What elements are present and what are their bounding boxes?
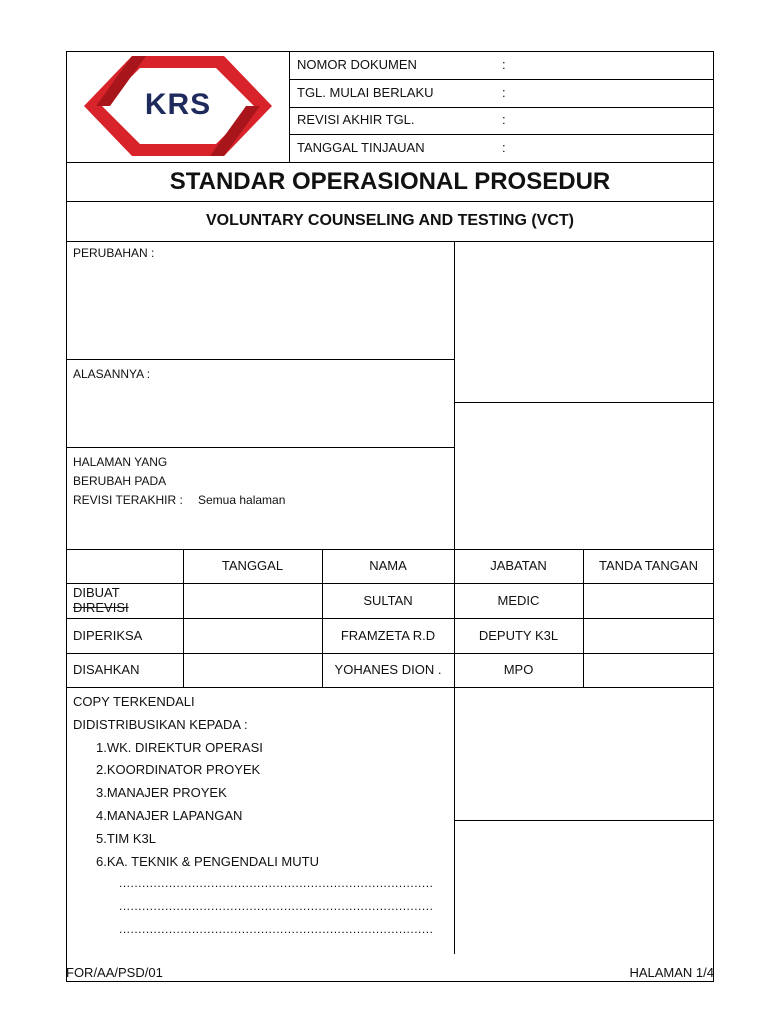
- cell-nama: YOHANES DION .: [334, 662, 442, 677]
- halaman-label-line1: HALAMAN YANG: [73, 455, 168, 469]
- distribution-item: 3.MANAJER PROYEK: [96, 785, 227, 800]
- distribusi-heading: DIDISTRIBUSIKAN KEPADA :: [73, 717, 248, 732]
- halaman-label-line2: BERUBAH PADA: [73, 474, 167, 488]
- alasannya-bottom-rule: [66, 447, 454, 448]
- meta-colon: :: [502, 112, 506, 127]
- company-logo: [84, 54, 272, 158]
- header-tanda-tangan: TANDA TANGAN: [599, 558, 698, 573]
- cell-nama: SULTAN: [363, 593, 413, 608]
- header-bottom-rule: [66, 162, 714, 163]
- revisi-terakhir-label: REVISI TERAKHIR :: [73, 493, 183, 507]
- title-bottom-rule: [66, 201, 714, 202]
- distribution-item: 1.WK. DIREKTUR OPERASI: [96, 740, 263, 755]
- changes-divider: [454, 241, 455, 549]
- meta-rule-2: [289, 107, 714, 108]
- distribution-item: 4.MANAJER LAPANGAN: [96, 808, 243, 823]
- changes-bottom-rule: [66, 549, 714, 550]
- blank-distribution-line[interactable]: ..................................................................................: [119, 876, 434, 890]
- meta-label-tanggal-tinjauan: TANGGAL TINJAUAN: [297, 140, 425, 155]
- document-subtitle: VOLUNTARY COUNSELING AND TESTING (VCT): [206, 212, 574, 229]
- cell-nama: FRAMZETA R.D: [340, 628, 436, 643]
- meta-label-tgl-mulai: TGL. MULAI BERLAKU: [297, 85, 434, 100]
- perubahan-bottom-rule: [66, 359, 454, 360]
- perubahan-label: PERUBAHAN :: [73, 246, 155, 260]
- meta-colon: :: [502, 85, 506, 100]
- blank-distribution-line[interactable]: ..................................................................................: [119, 899, 434, 913]
- header-tanggal: TANGGAL: [221, 558, 284, 573]
- row-label-diperiksa: DIPERIKSA: [73, 628, 143, 643]
- copy-terkendali-heading: COPY TERKENDALI: [73, 694, 195, 709]
- meta-label-revisi-akhir: REVISI AKHIR TGL.: [297, 112, 415, 127]
- meta-colon: :: [502, 57, 506, 72]
- table-rule-3: [66, 653, 714, 654]
- cell-jabatan: DEPUTY K3L: [478, 628, 559, 643]
- revisi-terakhir-value: Semua halaman: [198, 493, 286, 507]
- header-jabatan: JABATAN: [490, 558, 547, 573]
- meta-rule-1: [289, 79, 714, 80]
- meta-colon: :: [502, 140, 506, 155]
- meta-label-nomor-dokumen: NOMOR DOKUMEN: [297, 57, 417, 72]
- distribution-item: 5.TIM K3L: [96, 831, 156, 846]
- blank-distribution-line[interactable]: ..................................................................................: [119, 922, 434, 936]
- right-box-rule: [454, 402, 714, 403]
- logo-text: KRS: [144, 88, 212, 121]
- table-rule-1: [66, 583, 714, 584]
- distribution-item: 2.KOORDINATOR PROYEK: [96, 762, 261, 777]
- page-number: HALAMAN 1/4: [629, 965, 714, 980]
- header-nama: NAMA: [369, 558, 407, 573]
- form-code: FOR/AA/PSD/01: [66, 965, 163, 980]
- meta-rule-3: [289, 134, 714, 135]
- cell-jabatan: MPO: [503, 662, 534, 677]
- row-label-disahkan: DISAHKAN: [73, 662, 140, 677]
- distribution-item: 6.KA. TEKNIK & PENGENDALI MUTU: [96, 854, 319, 869]
- table-rule-4: [66, 687, 714, 688]
- distribution-right-rule: [454, 820, 714, 821]
- alasannya-label: ALASANNYA :: [73, 367, 151, 381]
- cell-jabatan: MEDIC: [497, 593, 540, 608]
- table-rule-2: [66, 618, 714, 619]
- row-label-direvisi: DIREVISI: [73, 600, 129, 615]
- document-title: STANDAR OPERASIONAL PROSEDUR: [169, 168, 611, 195]
- subtitle-bottom-rule: [66, 241, 714, 242]
- row-label-dibuat: DIBUAT: [73, 585, 120, 600]
